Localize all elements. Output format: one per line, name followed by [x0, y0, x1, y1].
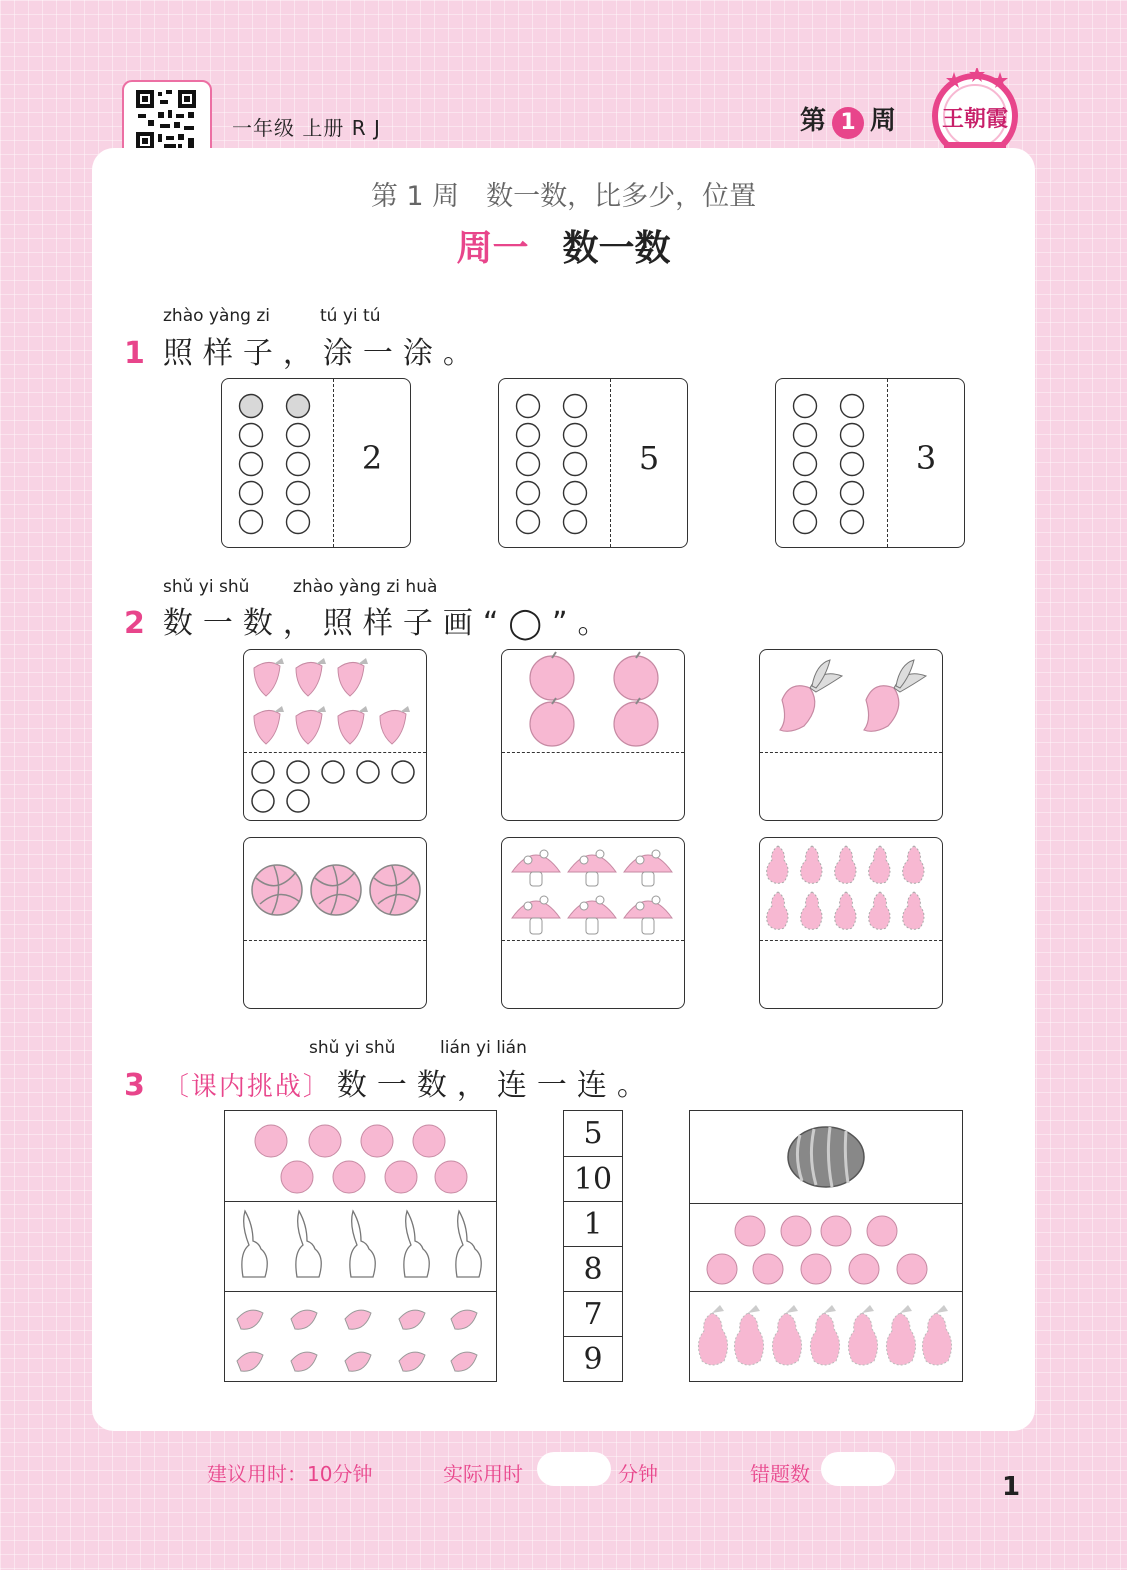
q1-circle[interactable]	[564, 395, 587, 418]
grade-label: 一年级 上册 R J	[232, 116, 381, 140]
errors-label: 错题数	[750, 1462, 810, 1486]
q3-number-column	[563, 1110, 623, 1382]
q1-circle[interactable]	[517, 395, 540, 418]
week-prefix: 第	[800, 106, 827, 136]
q1-box-2	[498, 378, 688, 548]
apple-icon-group-2	[690, 1203, 962, 1291]
strawberry-icon-group	[244, 650, 426, 750]
q2-box-apple	[501, 649, 685, 821]
q1-circle[interactable]	[841, 482, 864, 505]
number-cell[interactable]: 9	[564, 1336, 622, 1382]
q1-circle[interactable]	[517, 482, 540, 505]
week-indicator	[800, 100, 896, 139]
q2-text: 数一数，照样子画“◯”。	[162, 606, 618, 641]
q1-circle[interactable]	[287, 395, 310, 418]
q1-circle[interactable]	[517, 511, 540, 534]
q1-circle[interactable]	[794, 511, 817, 534]
q1-circles-3	[776, 379, 886, 547]
page-number: 1	[1002, 1472, 1021, 1502]
q2-box-radish	[759, 649, 943, 821]
bird-icon-group	[225, 1291, 496, 1381]
number-cell[interactable]: 8	[564, 1246, 622, 1292]
q2-number: 2	[124, 606, 145, 641]
actual-time-input[interactable]	[537, 1452, 611, 1486]
q2-box-strawberry	[243, 649, 427, 821]
q1-circle[interactable]	[240, 424, 263, 447]
q1-box-3	[775, 378, 965, 548]
mushroom-icon-group	[502, 838, 684, 938]
unit-title: 第 1 周 数一数，比多少，位置	[370, 181, 757, 212]
actual-time-label: 实际用时	[443, 1462, 523, 1486]
q1-circle[interactable]	[564, 511, 587, 534]
q1-circle[interactable]	[287, 482, 310, 505]
lesson-title	[0, 220, 1127, 271]
q1-circle[interactable]	[240, 453, 263, 476]
q1-circle[interactable]	[517, 453, 540, 476]
q1-text: 照样子，涂一涂。	[162, 336, 483, 371]
minutes-label: 分钟	[618, 1462, 658, 1486]
number-cell[interactable]: 7	[564, 1291, 622, 1337]
q1-circle[interactable]	[794, 395, 817, 418]
q1-circle[interactable]	[841, 511, 864, 534]
radish-icon-group	[760, 650, 942, 750]
lesson-label: 数一数	[562, 228, 671, 269]
q1-circle[interactable]	[287, 424, 310, 447]
q3-tag: 〔课内挑战〕	[162, 1072, 331, 1102]
q1-circle[interactable]	[287, 453, 310, 476]
q1-box-1	[221, 378, 411, 548]
q2-box-mushroom	[501, 837, 685, 1009]
q1-circles-1	[222, 379, 332, 547]
q1-circle[interactable]	[841, 453, 864, 476]
rabbit-icon-group	[225, 1201, 496, 1291]
q3-number: 3	[124, 1068, 145, 1103]
day-label: 周一	[456, 228, 529, 269]
q2-pinyin-a: shǔ yi shǔ	[163, 577, 250, 597]
q3-left-groups	[224, 1110, 497, 1382]
q1-circle[interactable]	[240, 511, 263, 534]
q2-box-ball	[243, 837, 427, 1009]
q3-text: 数一数，连一连。	[336, 1068, 657, 1103]
q1-circles-2	[499, 379, 609, 547]
q3-pinyin-a: shǔ yi shǔ	[309, 1038, 396, 1058]
q1-circle[interactable]	[287, 511, 310, 534]
q2-pinyin-b: zhào yàng zi huà	[293, 577, 438, 597]
q3-prompt	[124, 1060, 657, 1104]
q1-circle[interactable]	[794, 453, 817, 476]
q1-circle[interactable]	[841, 395, 864, 418]
errors-input[interactable]	[821, 1452, 895, 1486]
q1-circle[interactable]	[841, 424, 864, 447]
q2-box-pear	[759, 837, 943, 1009]
q1-circle[interactable]	[794, 424, 817, 447]
peach-icon-group	[225, 1111, 496, 1201]
week-suffix: 周	[870, 106, 897, 136]
q1-circle[interactable]	[240, 482, 263, 505]
watermelon-icon	[690, 1111, 962, 1201]
q1-circle[interactable]	[517, 424, 540, 447]
week-number: 1	[832, 107, 864, 139]
suggested-time: 建议用时：10分钟	[207, 1462, 373, 1486]
q3-right-groups	[689, 1110, 963, 1382]
pear-icon-group-2	[690, 1291, 962, 1381]
logo-text: 王朝霞	[941, 106, 1009, 132]
q2-prompt	[124, 598, 618, 642]
q1-pinyin-b: tú yi tú	[320, 306, 381, 326]
q1-circle[interactable]	[564, 482, 587, 505]
q1-circle[interactable]	[564, 424, 587, 447]
example-circles	[244, 752, 426, 820]
q1-circle[interactable]	[564, 453, 587, 476]
qr-code-icon	[134, 88, 198, 152]
q1-box-value: 2	[361, 439, 383, 477]
brand-logo	[930, 68, 1020, 160]
q1-box-value: 5	[638, 439, 660, 477]
number-cell[interactable]: 10	[564, 1156, 622, 1202]
number-cell[interactable]: 1	[564, 1201, 622, 1247]
q3-pinyin-b: lián yi lián	[440, 1038, 527, 1058]
q1-prompt	[124, 328, 483, 372]
q1-number: 1	[124, 336, 145, 371]
q1-box-value: 3	[915, 439, 937, 477]
q1-circle[interactable]	[794, 482, 817, 505]
q1-circle[interactable]	[240, 395, 263, 418]
pear-icon-group	[760, 838, 942, 938]
apple-icon-group	[502, 650, 684, 750]
q1-pinyin-a: zhào yàng zi	[163, 306, 271, 326]
ball-icon-group	[244, 838, 426, 938]
number-cell[interactable]: 5	[583, 1116, 603, 1151]
